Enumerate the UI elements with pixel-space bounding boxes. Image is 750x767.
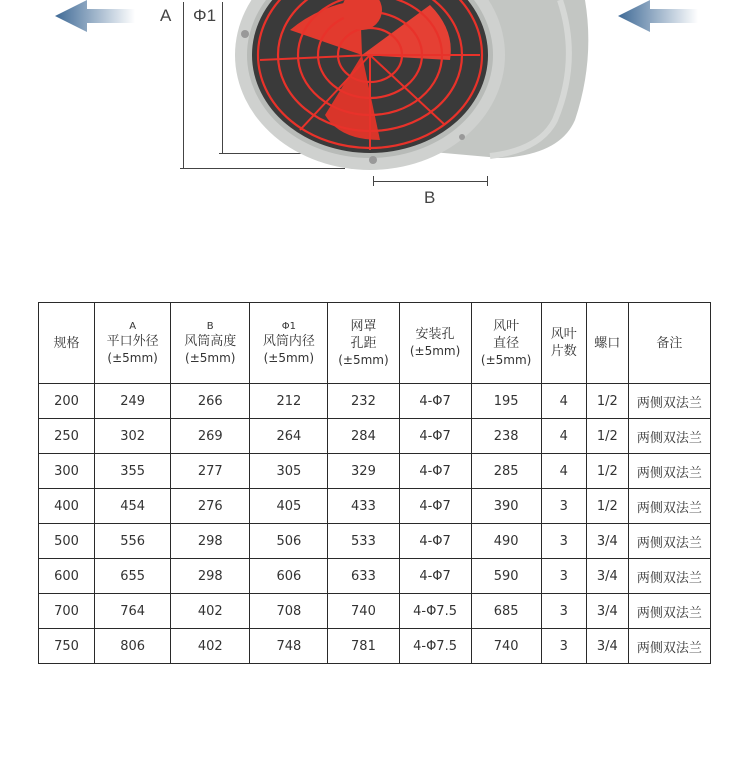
dimension-b-label: B — [424, 188, 436, 207]
column-header — [250, 303, 328, 384]
table-cell: 405 — [250, 489, 328, 524]
dimension-b-line — [373, 181, 488, 182]
table-cell: 606 — [250, 559, 328, 594]
column-header-label: 风筒高度 — [184, 333, 237, 349]
column-header-label: 孔距 — [350, 335, 377, 351]
table-cell: 390 — [471, 489, 541, 524]
table-cell: 298 — [171, 524, 250, 559]
table-cell: 3 — [541, 559, 586, 594]
table-cell: 454 — [95, 489, 171, 524]
table-cell: 748 — [250, 629, 328, 664]
column-header — [328, 303, 399, 384]
table-row — [39, 419, 711, 454]
table-cell: 4-Φ7 — [399, 419, 471, 454]
table-row — [39, 384, 711, 419]
column-header-tolerance: (±5mm) — [338, 352, 389, 367]
column-header-label: 螺口 — [594, 335, 621, 351]
column-header-symbol: Φ1 — [281, 320, 296, 332]
airflow-left-arrow-icon — [55, 0, 135, 34]
table-cell: 两侧双法兰 — [628, 559, 710, 594]
dimension-b-tick-left — [373, 176, 374, 186]
table-cell: 4 — [541, 384, 586, 419]
column-header-label: 安装孔 — [415, 327, 455, 342]
column-header-label: 风筒内径 — [262, 333, 315, 349]
table-cell: 4-Φ7.5 — [399, 594, 471, 629]
table-cell: 633 — [328, 559, 399, 594]
column-header — [95, 303, 171, 384]
column-header-label: 平口外径 — [106, 333, 159, 349]
table-cell: 3 — [541, 489, 586, 524]
column-header — [586, 303, 628, 384]
table-cell: 3/4 — [586, 629, 628, 664]
table-cell: 298 — [171, 559, 250, 594]
table-cell: 329 — [328, 454, 399, 489]
column-header-label: 规格 — [53, 335, 80, 351]
table-cell: 249 — [95, 384, 171, 419]
table-row — [39, 629, 711, 664]
table-cell: 433 — [328, 489, 399, 524]
column-header — [399, 303, 471, 384]
table-cell: 232 — [328, 384, 399, 419]
table-row — [39, 489, 711, 524]
column-header-label: 备注 — [656, 335, 683, 351]
column-header-label: 网罩 — [350, 318, 377, 334]
table-cell: 3/4 — [586, 559, 628, 594]
dimension-phi1-line — [222, 2, 223, 154]
table-cell: 两侧双法兰 — [628, 419, 710, 454]
table-cell: 3/4 — [586, 594, 628, 629]
table-cell: 1/2 — [586, 419, 628, 454]
column-header — [628, 303, 710, 384]
table-cell: 两侧双法兰 — [628, 594, 710, 629]
table-cell: 764 — [95, 594, 171, 629]
table-cell: 300 — [39, 454, 95, 489]
table-cell: 4-Φ7 — [399, 384, 471, 419]
table-cell: 708 — [250, 594, 328, 629]
table-cell: 3 — [541, 524, 586, 559]
dimension-a-label: A — [160, 6, 172, 25]
table-cell: 533 — [328, 524, 399, 559]
table-cell: 两侧双法兰 — [628, 454, 710, 489]
table-cell: 655 — [95, 559, 171, 594]
table-row — [39, 524, 711, 559]
table-cell: 4-Φ7 — [399, 454, 471, 489]
column-header — [471, 303, 541, 384]
table-cell: 400 — [39, 489, 95, 524]
table-cell: 500 — [39, 524, 95, 559]
table-cell: 4-Φ7 — [399, 489, 471, 524]
table-cell: 4 — [541, 454, 586, 489]
specification-table — [38, 302, 711, 664]
table-cell: 1/2 — [586, 454, 628, 489]
table-cell: 402 — [171, 594, 250, 629]
table-row — [39, 559, 711, 594]
table-cell: 750 — [39, 629, 95, 664]
table-cell: 781 — [328, 629, 399, 664]
table-cell: 212 — [250, 384, 328, 419]
table-row — [39, 594, 711, 629]
table-cell: 305 — [250, 454, 328, 489]
dimension-phi1-label: Φ1 — [193, 6, 217, 25]
table-cell: 195 — [471, 384, 541, 419]
table-cell: 740 — [328, 594, 399, 629]
table-cell: 两侧双法兰 — [628, 629, 710, 664]
table-cell: 两侧双法兰 — [628, 489, 710, 524]
table-cell: 4-Φ7 — [399, 559, 471, 594]
table-cell: 284 — [328, 419, 399, 454]
table-cell: 740 — [471, 629, 541, 664]
column-header — [39, 303, 95, 384]
table-cell: 590 — [471, 559, 541, 594]
table-cell: 302 — [95, 419, 171, 454]
column-header — [541, 303, 586, 384]
column-header-symbol: A — [129, 320, 137, 332]
column-header-label: 风叶 — [550, 327, 577, 342]
table-cell: 3 — [541, 594, 586, 629]
column-header-tolerance: (±5mm) — [185, 350, 236, 365]
airflow-right-arrow-icon — [618, 0, 698, 34]
table-cell: 1/2 — [586, 384, 628, 419]
dimension-b-tick-right — [487, 176, 488, 186]
table-cell: 269 — [171, 419, 250, 454]
column-header-label: 片数 — [550, 344, 577, 359]
table-cell: 4 — [541, 419, 586, 454]
column-header-tolerance: (±5mm) — [409, 344, 461, 358]
table-cell: 250 — [39, 419, 95, 454]
table-cell: 4-Φ7 — [399, 524, 471, 559]
column-header-tolerance: (±5mm) — [480, 352, 532, 367]
table-cell: 600 — [39, 559, 95, 594]
table-cell: 276 — [171, 489, 250, 524]
table-cell: 506 — [250, 524, 328, 559]
column-header-tolerance: (±5mm) — [263, 350, 315, 365]
table-header-row — [39, 303, 711, 384]
column-header-symbol: B — [206, 320, 214, 332]
table-cell: 3/4 — [586, 524, 628, 559]
column-header-label: 直径 — [493, 335, 520, 351]
table-cell: 490 — [471, 524, 541, 559]
table-cell: 402 — [171, 629, 250, 664]
table-cell: 264 — [250, 419, 328, 454]
axial-fan-illustration — [230, 0, 600, 175]
table-cell: 两侧双法兰 — [628, 384, 710, 419]
table-cell: 355 — [95, 454, 171, 489]
table-cell: 4-Φ7.5 — [399, 629, 471, 664]
table-row — [39, 454, 711, 489]
column-header-label: 风叶 — [493, 318, 520, 334]
table-cell: 685 — [471, 594, 541, 629]
table-cell: 700 — [39, 594, 95, 629]
column-header — [171, 303, 250, 384]
column-header-tolerance: (±5mm) — [107, 350, 158, 365]
table-cell: 238 — [471, 419, 541, 454]
table-cell: 285 — [471, 454, 541, 489]
table-cell: 266 — [171, 384, 250, 419]
table-cell: 3 — [541, 629, 586, 664]
table-cell: 556 — [95, 524, 171, 559]
table-cell: 两侧双法兰 — [628, 524, 710, 559]
table-cell: 200 — [39, 384, 95, 419]
table-cell: 277 — [171, 454, 250, 489]
table-cell: 806 — [95, 629, 171, 664]
fan-diagram — [0, 0, 750, 240]
dimension-a-line — [183, 2, 184, 168]
table-cell: 1/2 — [586, 489, 628, 524]
